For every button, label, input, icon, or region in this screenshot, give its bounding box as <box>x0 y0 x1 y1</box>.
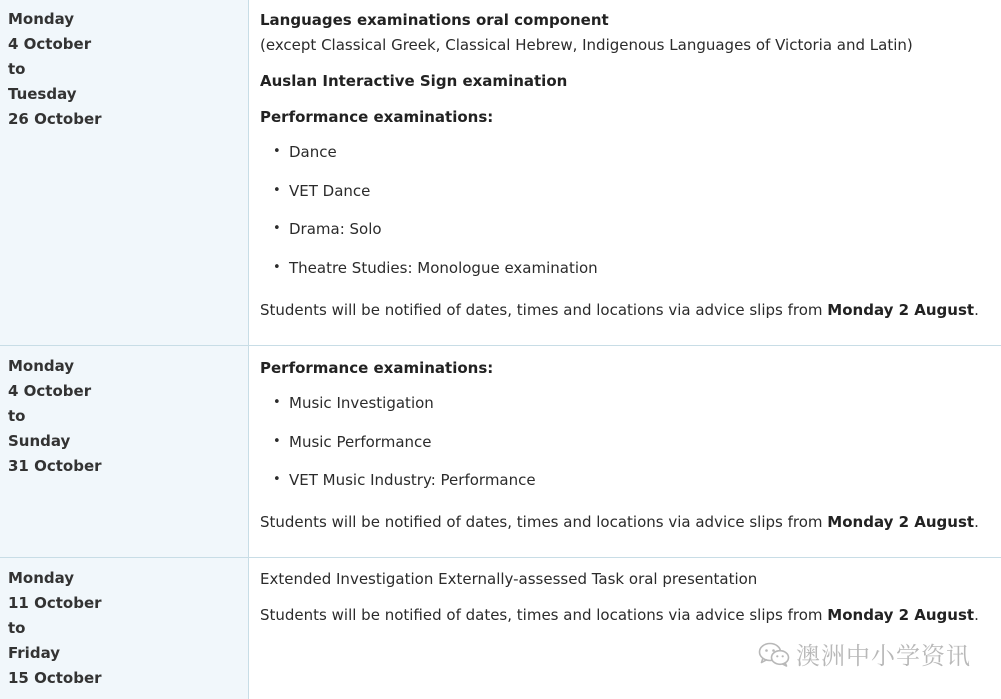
list-item: • Theatre Studies: Monologue examination <box>273 259 598 277</box>
date-cell <box>0 0 249 345</box>
list-item: • VET Dance <box>273 182 371 200</box>
performance-heading: Performance examinations: <box>260 108 494 126</box>
wechat-icon <box>758 641 790 667</box>
bullet-icon: • <box>273 434 281 449</box>
date-line: to <box>8 60 26 78</box>
date-line: 15 October <box>8 669 102 687</box>
notice-date: Monday 2 August <box>827 513 975 531</box>
bullet-icon: • <box>273 221 281 236</box>
list-item: • Drama: Solo <box>273 220 382 238</box>
schedule-row <box>0 346 1001 558</box>
languages-heading: Languages examinations oral component <box>260 11 609 29</box>
notice-text: Students will be notified of dates, times and locations via advice slips from Monday 2 August. <box>260 513 979 531</box>
date-cell <box>0 346 249 557</box>
date-line: to <box>8 619 26 637</box>
date-line: 4 October <box>8 382 92 400</box>
watermark <box>758 636 971 671</box>
date-line: Monday <box>8 569 75 587</box>
date-line: Monday <box>8 10 75 28</box>
list-item: • Music Performance <box>273 433 432 451</box>
bullet-icon: • <box>273 395 281 410</box>
content-cell <box>249 346 1001 557</box>
list-item: • Music Investigation <box>273 394 434 412</box>
notice-date: Monday 2 August <box>827 301 975 319</box>
date-line: to <box>8 407 26 425</box>
date-line: Tuesday <box>8 85 77 103</box>
date-line: 4 October <box>8 35 92 53</box>
bullet-icon: • <box>273 144 281 159</box>
list-item: • Dance <box>273 143 337 161</box>
date-line: Sunday <box>8 432 71 450</box>
watermark-text: 澳洲中小学资讯 <box>796 642 971 670</box>
date-cell <box>0 558 249 699</box>
date-line: 11 October <box>8 594 102 612</box>
content-cell <box>249 0 1001 345</box>
performance-heading: Performance examinations: <box>260 359 494 377</box>
date-line: Friday <box>8 644 61 662</box>
date-line: 26 October <box>8 110 102 128</box>
content-cell <box>249 558 1001 699</box>
notice-text: Students will be notified of dates, times and locations via advice slips from Monday 2 August. <box>260 606 979 624</box>
task-title: Extended Investigation Externally-assessed Task oral presentation <box>260 570 758 588</box>
bullet-icon: • <box>273 260 281 275</box>
date-line: 31 October <box>8 457 102 475</box>
schedule-row <box>0 0 1001 346</box>
auslan-heading: Auslan Interactive Sign examination <box>260 72 568 90</box>
bullet-icon: • <box>273 183 281 198</box>
notice-date: Monday 2 August <box>827 606 975 624</box>
bullet-icon: • <box>273 472 281 487</box>
schedule-row <box>0 558 1001 699</box>
languages-note: (except Classical Greek, Classical Hebrew, Indigenous Languages of Victoria and Latin) <box>260 36 913 54</box>
notice-text: Students will be notified of dates, times and locations via advice slips from Monday 2 August. <box>260 301 979 319</box>
list-item: • VET Music Industry: Performance <box>273 471 536 489</box>
date-line: Monday <box>8 357 75 375</box>
